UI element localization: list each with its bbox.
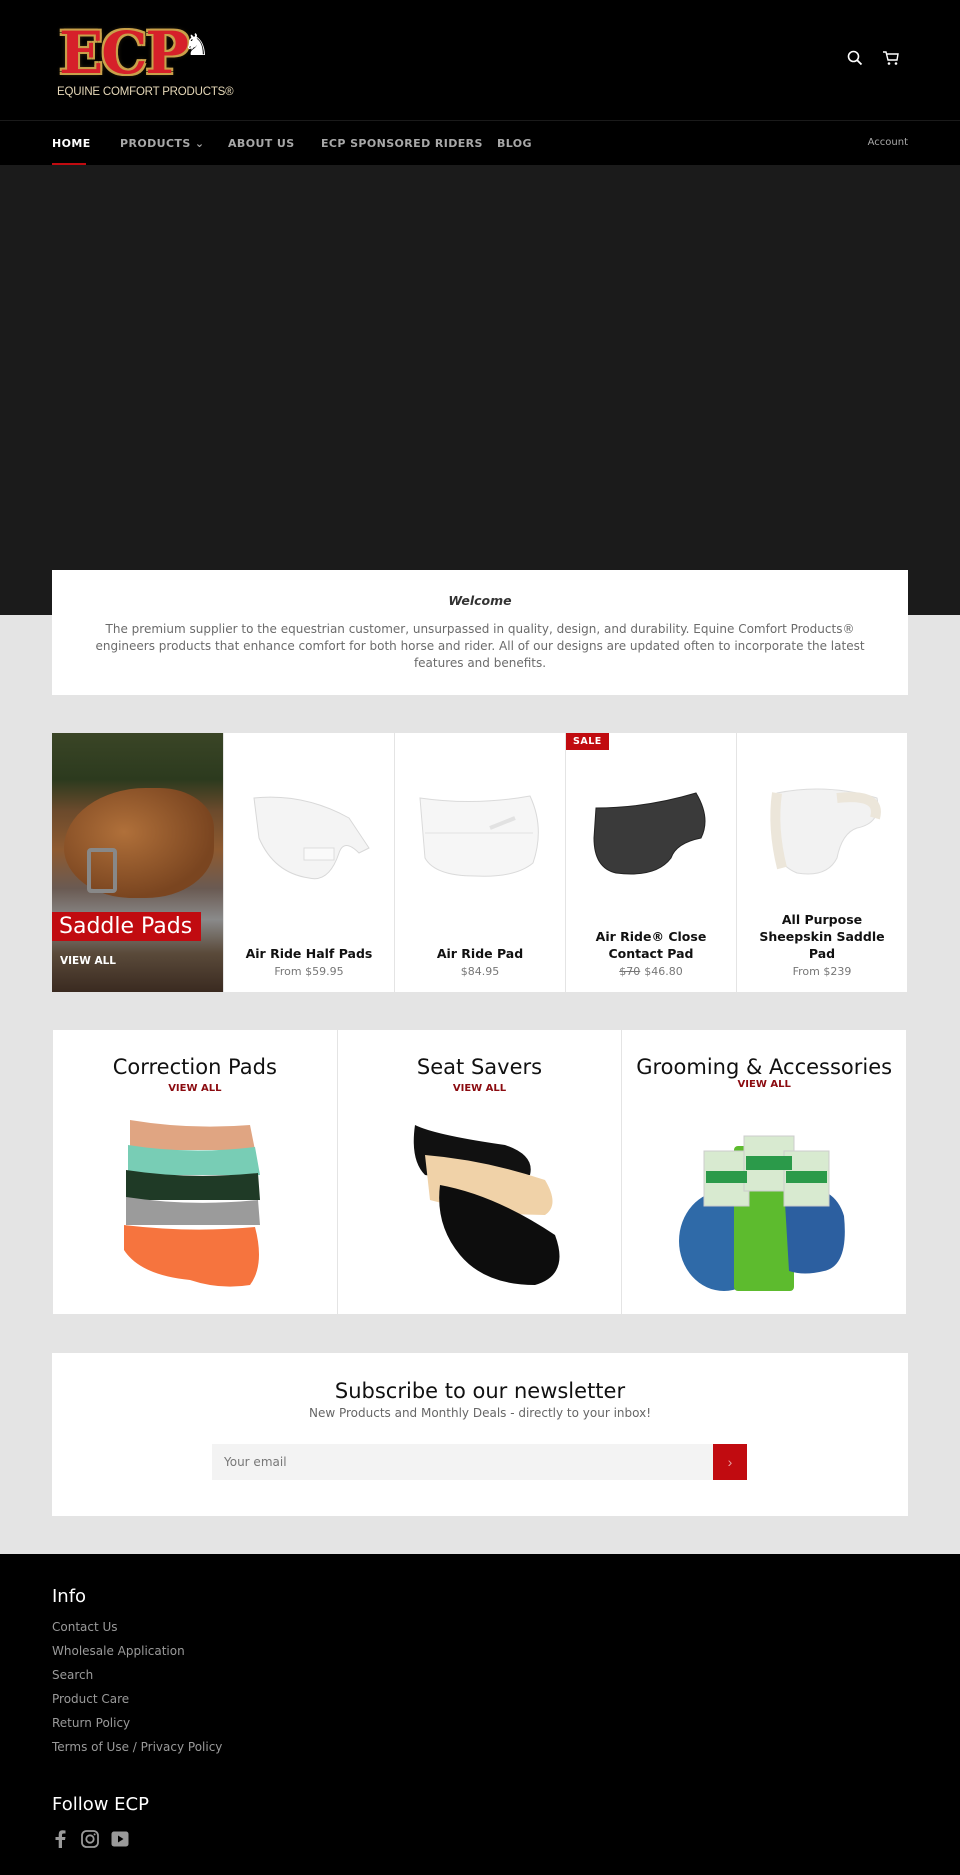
product-card[interactable]	[737, 733, 907, 992]
youtube-icon[interactable]	[111, 1830, 131, 1850]
logo[interactable]	[55, 19, 240, 102]
newsletter-subtitle: New Products and Monthly Deals - directly to your inbox!	[308, 1406, 652, 1420]
view-all-link[interactable]: VIEW ALL	[452, 1083, 507, 1094]
footer-link-return-policy[interactable]: Return Policy	[52, 1716, 131, 1730]
search-icon[interactable]	[847, 50, 865, 68]
sale-badge: SALE	[566, 733, 609, 750]
welcome-body: The premium supplier to the equestrian customer, unsurpassed in quality, design, and durability. Equine Comfort Products® engineers products that enhance comfort for both horse and rider. All of our designs are updated often to incorporate the latest features and benefits.	[95, 622, 865, 670]
product-card[interactable]	[224, 733, 394, 992]
chevron-right-icon: ›	[727, 1454, 733, 1470]
product-price: From $59.95	[274, 965, 344, 978]
collection-title: Correction Pads	[112, 1055, 277, 1079]
footer-link-contact-us[interactable]: Contact Us	[52, 1620, 118, 1634]
product-title: Air Ride Pad	[436, 946, 524, 961]
view-all-link[interactable]: VIEW ALL	[737, 1079, 791, 1090]
account-link[interactable]: Account	[867, 137, 908, 148]
collection-list	[53, 1030, 906, 1314]
original-price: $70	[619, 965, 641, 978]
product-card[interactable]	[566, 733, 736, 992]
logo-mark: ECP	[59, 19, 187, 87]
nav-home[interactable]: HOME	[52, 137, 91, 150]
newsletter-section	[52, 1353, 908, 1516]
main-nav	[0, 120, 960, 165]
sale-price: $46.80	[644, 965, 683, 978]
grooming-mitts-image	[674, 1126, 854, 1296]
cart-icon[interactable]	[882, 50, 900, 68]
footer-follow-title: Follow ECP	[52, 1794, 149, 1815]
nav-about-us[interactable]: ABOUT US	[228, 137, 295, 150]
welcome-section	[52, 570, 908, 695]
newsletter-form	[212, 1444, 747, 1480]
hero-banner	[0, 165, 960, 615]
stirrup-image	[87, 848, 117, 893]
product-title: Air Ride® Close Contact Pad	[595, 929, 707, 961]
footer-info-title: Info	[52, 1586, 87, 1607]
footer-links	[52, 1620, 222, 1764]
facebook-icon[interactable]	[54, 1830, 74, 1850]
collection-title: Grooming & Accessories	[636, 1055, 893, 1079]
featured-collection	[52, 733, 908, 992]
instagram-icon[interactable]	[81, 1830, 101, 1850]
nav-sponsored-riders[interactable]: ECP SPONSORED RIDERS	[321, 137, 483, 150]
product-price: From $239	[792, 965, 852, 978]
seat-savers-image	[385, 1115, 575, 1295]
sheepskin-pad-image	[757, 778, 887, 888]
subscribe-button[interactable]	[713, 1444, 747, 1480]
site-header	[0, 0, 960, 120]
close-contact-pad-image	[586, 778, 716, 888]
welcome-title: Welcome	[448, 593, 512, 608]
collection-label: Saddle Pads	[52, 912, 201, 941]
product-price: $84.95	[460, 965, 500, 978]
nav-products[interactable]: PRODUCTS ⌄	[120, 137, 205, 150]
footer-link-terms-privacy[interactable]: Terms of Use / Privacy Policy	[52, 1740, 223, 1754]
horse-icon: ♞	[183, 28, 210, 63]
saddle-pads-collection[interactable]	[52, 733, 223, 992]
view-all-link[interactable]: VIEW ALL	[60, 955, 116, 967]
product-title: All Purpose Sheepskin Saddle Pad	[759, 912, 885, 961]
product-card[interactable]	[395, 733, 565, 992]
air-ride-pad-image	[415, 778, 545, 888]
collection-seat-savers[interactable]	[338, 1030, 622, 1314]
footer-link-product-care[interactable]: Product Care	[52, 1692, 130, 1706]
newsletter-title: Subscribe to our newsletter	[334, 1379, 626, 1403]
product-title: Air Ride Half Pads	[245, 946, 373, 961]
footer-link-search[interactable]: Search	[52, 1668, 94, 1682]
view-all-link[interactable]: VIEW ALL	[168, 1083, 222, 1094]
collection-correction-pads[interactable]	[53, 1030, 337, 1314]
email-input[interactable]	[212, 1444, 713, 1480]
product-price	[566, 965, 736, 978]
collection-title: Seat Savers	[416, 1055, 543, 1079]
site-footer	[0, 1554, 960, 1875]
logo-subtitle: EQUINE COMFORT PRODUCTS®	[57, 86, 234, 98]
footer-link-wholesale-application[interactable]: Wholesale Application	[52, 1644, 185, 1658]
collection-grooming-accessories[interactable]	[622, 1030, 906, 1314]
nav-blog[interactable]: BLOG	[497, 137, 532, 150]
half-pad-image	[244, 778, 374, 888]
correction-pads-image	[120, 1115, 270, 1295]
